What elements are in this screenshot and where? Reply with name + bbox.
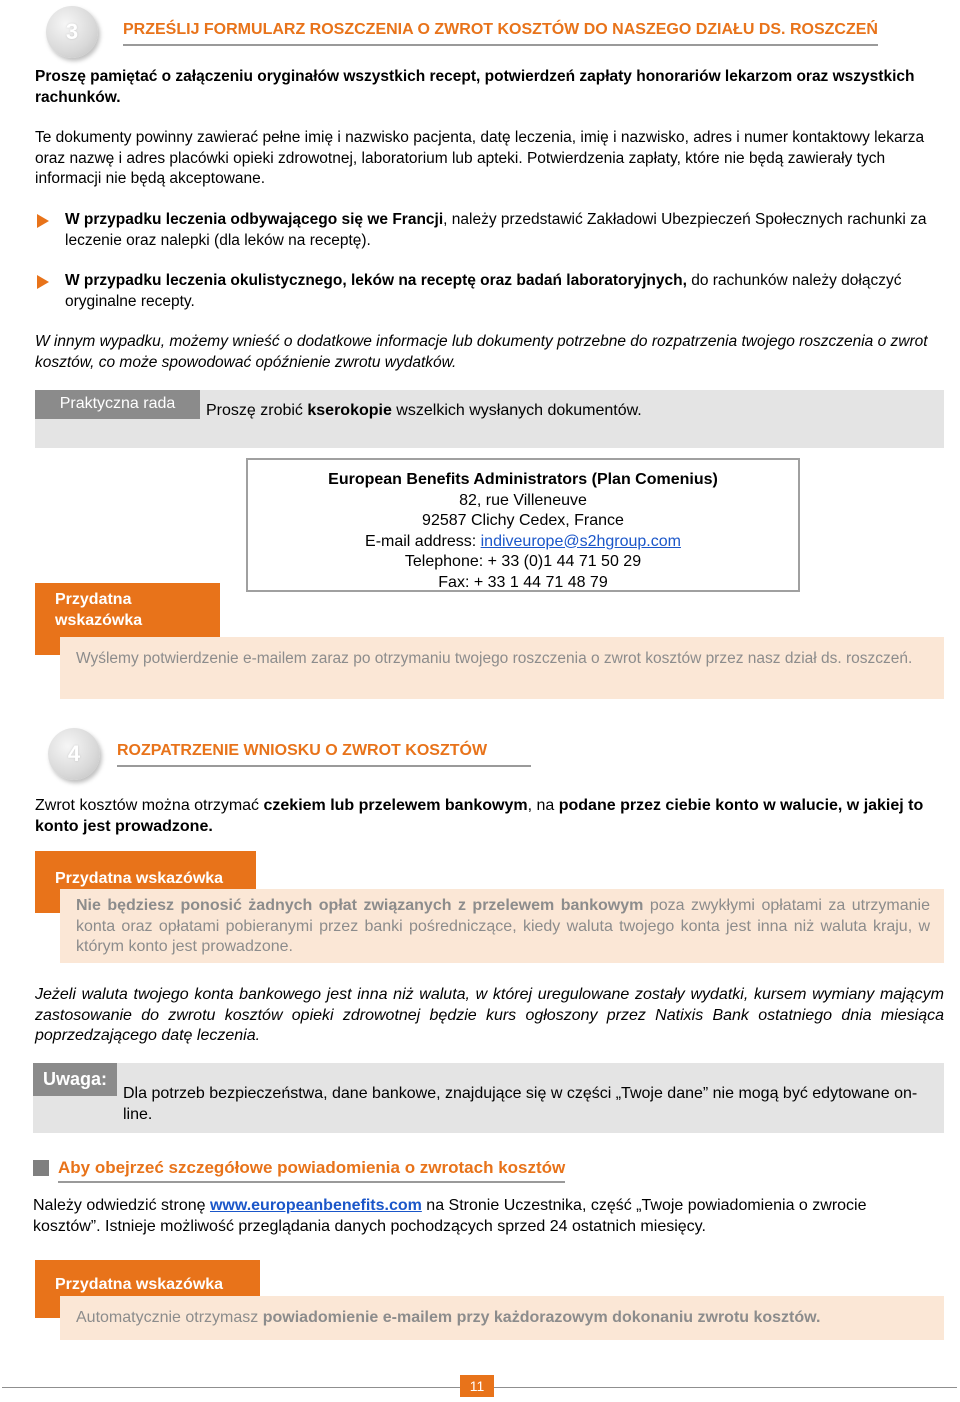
address-city: 92587 Clichy Cedex, France — [422, 512, 624, 529]
refund-method-text: Zwrot kosztów można otrzymać czekiem lub przelewem bankowym, na podane przez ciebie konto w walucie, w jakiej to konto jest prowadzone. — [35, 797, 924, 835]
company-name: European Benefits Administrators (Plan Comenius) — [328, 471, 718, 488]
step-number: 3 — [65, 18, 79, 44]
address-phone: Telephone: + 33 (0)1 44 71 50 29 — [404, 553, 642, 570]
hint-1-text: Wyślemy potwierdzenie e-mailem zaraz po otrzymaniu twojego roszczenia o zwrot kosztów przez nasz dział ds. roszczeń. — [76, 650, 913, 667]
notifications-text: Należy odwiedzić stronę www.europeanbenefits.com na Stronie Uczestnika, część „Twoje powiadomienia o zwrocie kosztów”. Istnieje możliwość przeglądania danych pochodzących sprzed 24 ostatnich miesięcy. — [33, 1197, 867, 1235]
bullet-arrow-icon — [37, 214, 49, 228]
europeanbenefits-link[interactable]: www.europeanbenefits.com — [209, 1197, 422, 1214]
warning-label: Uwaga: — [33, 1063, 117, 1096]
bullet-arrow-icon — [37, 275, 49, 289]
bullet-text: do rachunków należy dołączyć oryginalne recepty. — [65, 272, 902, 310]
other-case-text: W innym wypadku, możemy wnieść o dodatkowe informacje lub dokumenty potrzebne do rozpatrzenia twojego roszczenia o zwrot kosztów, co może spowodować opóźnienie zwrotu wydatków. — [35, 333, 928, 371]
hint-3-label: Przydatna wskazówka — [55, 1276, 224, 1293]
hint-1-box — [60, 637, 944, 699]
address-email-line: E-mail address: indiveurope@s2hgroup.com — [365, 532, 681, 550]
hint-3-box — [60, 1296, 944, 1340]
step-3-badge — [46, 6, 98, 58]
address-fax: Fax: + 33 1 44 71 48 79 — [438, 573, 608, 591]
hint-3-text: Automatycznie otrzymasz powiadomienie e-mailem przy każdorazowym dokonaniu zwrotu kosztów. — [76, 1309, 821, 1326]
address-box — [246, 458, 800, 592]
step-4-badge — [48, 728, 100, 780]
hint-2-box — [60, 889, 944, 963]
section-title-step-4: ROZPATRZENIE WNIOSKU O ZWROT KOSZTÓW — [117, 741, 531, 767]
hint-2-text: Nie będziesz ponosić żadnych opłat związanych z przelewem bankowym poza zwykłymi opłatami za utrzymanie konta oraz opłatami pobieranymi przez banki pośredniczące, kiedy waluta twojego konta jest inna niż waluta kraju, w którym konto jest prowadzone. — [76, 897, 930, 955]
reminder-text: Proszę pamiętać o załączeniu oryginałów wszystkich recept, potwierdzeń zapłaty honorariów lekarzom oraz wszystkich rachunków. — [35, 68, 915, 106]
bullet-ophthalmology — [35, 271, 935, 312]
square-bullet-icon — [33, 1160, 49, 1176]
notifications-heading: Aby obejrzeć szczegółowe powiadomienia o zwrotach kosztów — [58, 1158, 565, 1183]
bullet-bold-text: W przypadku leczenia odbywającego się we Francji — [65, 211, 444, 228]
page-number: 11 — [460, 1375, 494, 1397]
bullet-france — [35, 210, 935, 251]
email-link[interactable]: indiveurope@s2hgroup.com — [480, 532, 681, 550]
address-street: 82, rue Villeneuve — [459, 491, 587, 509]
step-number: 4 — [67, 740, 81, 766]
practical-tip-label: Praktyczna rada — [35, 390, 200, 419]
documents-paragraph: Te dokumenty powinny zawierać pełne imię i nazwisko pacjenta, datę leczenia, imię i nazwisko, adres i numer kontaktowy lekarza oraz nazwę i adres placówki opieki zdrowotnej, laboratorium lub apteki. Potwierdzenia zapłaty, które nie będą zawierały tych informacji nie będą akceptowane. — [35, 129, 925, 187]
hint-2-label: Przydatna wskazówka — [55, 870, 224, 887]
warning-text: Dla potrzeb bezpieczeństwa, dane bankowe, znajdujące się w części „Twoje dane” nie mogą być edytowane on-line. — [123, 1085, 918, 1123]
bullet-bold-text: W przypadku leczenia okulistycznego, leków na receptę oraz badań laboratoryjnych, — [65, 272, 687, 289]
practical-tip-text: Proszę zrobić kserokopie wszelkich wysłanych dokumentów. — [206, 402, 642, 419]
hint-1-label: Przydatna wskazówka — [55, 591, 143, 629]
bullet-text: , należy przedstawić Zakładowi Ubezpieczeń Społecznych rachunki za leczenie oraz nalepki (dla leków na receptę). — [65, 211, 927, 249]
section-title-step-3: PRZEŚLIJ FORMULARZ ROSZCZENIA O ZWROT KOSZTÓW DO NASZEGO DZIAŁU DS. ROSZCZEŃ — [123, 20, 878, 46]
currency-note: Jeżeli waluta twojego konta bankowego jest inna niż waluta, w której uregulowane zostały wydatki, kursem wymiany mającym zastosowanie do zwrotu kosztów opieki zdrowotnej będzie kurs ogłoszony przez Natixis Bank ostatniego dnia miesiąca poprzedzającego datę leczenia. — [35, 986, 944, 1044]
